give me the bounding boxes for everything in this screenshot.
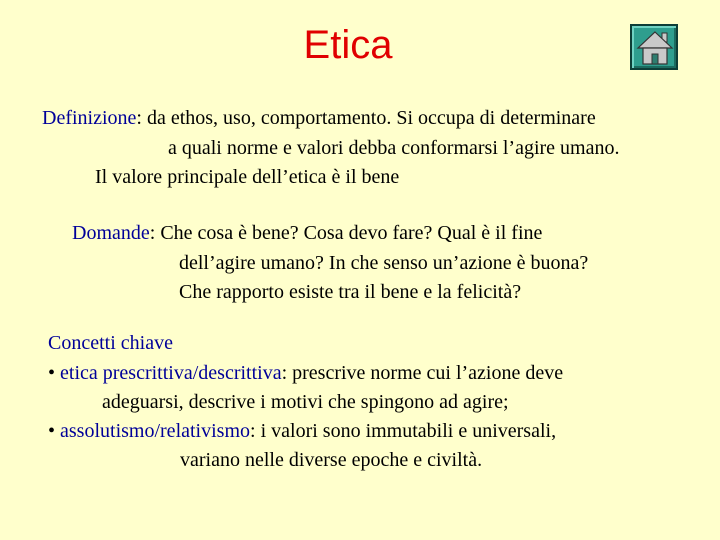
domande-line-3: Che rapporto esiste tra il bene e la felicità? — [179, 281, 522, 303]
concetti-text-2: : i valori sono immutabili e universali, — [250, 420, 557, 442]
page-title: Etica — [303, 23, 393, 67]
concetti-item-2-continuation: variano nelle diverse epoche e civiltà. — [180, 449, 483, 471]
definizione-text-1: : da ethos, uso, comportamento. Si occupa di determinare — [136, 107, 596, 129]
home-icon — [635, 29, 675, 67]
home-button[interactable] — [630, 24, 678, 70]
concetti-term-2: assolutismo/relativismo — [60, 420, 251, 442]
definizione-label: Definizione — [42, 107, 137, 129]
domande-label: Domande — [72, 222, 150, 244]
domande-line-1 — [72, 221, 542, 246]
bullet: • — [48, 362, 56, 384]
definizione-line-1 — [42, 106, 596, 131]
domande-line-2: dell’agire umano? In che senso un’azione è buona? — [179, 252, 589, 274]
concetti-text-1: : prescrive norme cui l’azione deve — [281, 362, 564, 384]
definizione-line-3: Il valore principale dell’etica è il bene — [95, 166, 400, 188]
definizione-line-2: a quali norme e valori debba conformarsi l’agire umano. — [168, 137, 620, 159]
concetti-term-1: etica prescrittiva/descrittiva — [60, 362, 282, 384]
concetti-heading: Concetti chiave — [48, 332, 173, 354]
concetti-item-1 — [48, 361, 563, 386]
domande-text-1: : Che cosa è bene? Cosa devo fare? Qual è il fine — [149, 222, 543, 244]
concetti-item-1-continuation: adeguarsi, descrive i motivi che spingono ad agire; — [102, 391, 509, 413]
bullet: • — [48, 420, 56, 442]
concetti-item-2 — [48, 419, 556, 444]
